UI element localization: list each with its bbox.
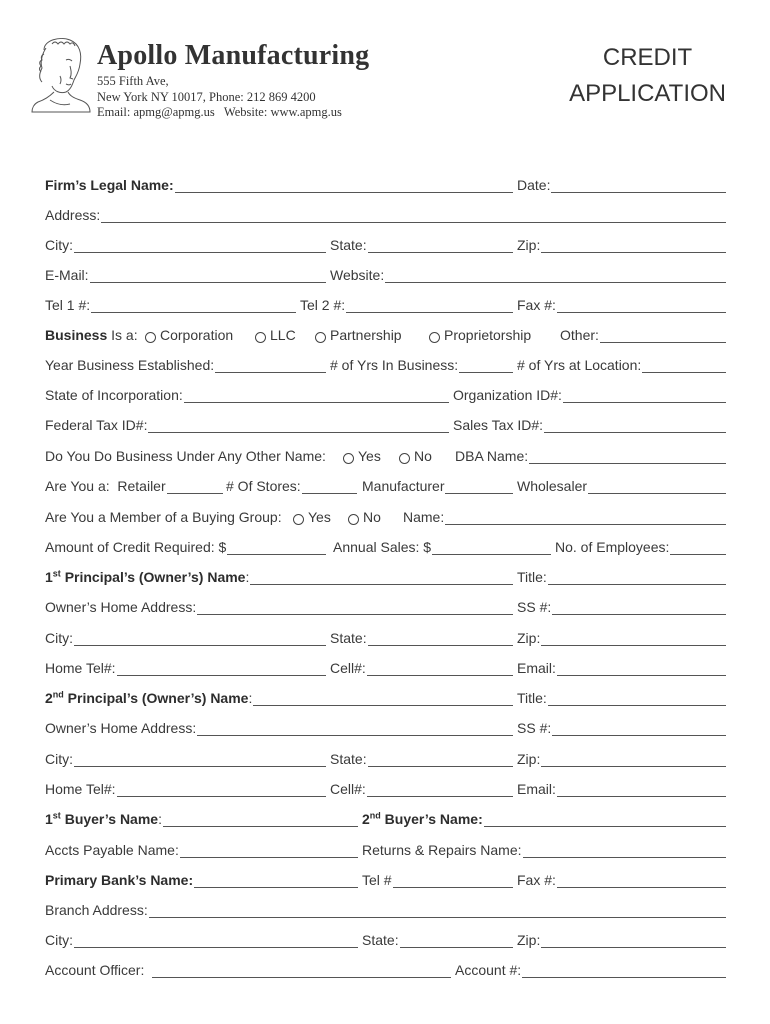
proprietorship-radio[interactable] bbox=[429, 323, 531, 343]
row-credit bbox=[45, 535, 726, 555]
retailer-label: Are You a: Retailer bbox=[45, 478, 166, 494]
credit-required-field[interactable] bbox=[45, 535, 326, 555]
row-principal2-city bbox=[45, 747, 726, 767]
address-label: Address: bbox=[45, 207, 101, 223]
zip-field[interactable] bbox=[517, 233, 726, 253]
company-address-line1: 555 Fifth Ave, bbox=[97, 74, 169, 88]
bank-fax-field[interactable] bbox=[517, 868, 726, 888]
row-bank bbox=[45, 868, 726, 888]
row-business-kind bbox=[45, 474, 726, 494]
website-field[interactable] bbox=[330, 263, 726, 283]
buyer2-name-field[interactable] bbox=[362, 807, 726, 827]
city-label: City: bbox=[45, 630, 73, 646]
cell-label: Cell#: bbox=[330, 660, 366, 676]
federal-tax-field[interactable] bbox=[45, 413, 449, 433]
row-principal1-city bbox=[45, 626, 726, 646]
zip-label: Zip: bbox=[517, 751, 541, 767]
principal1-ss-field[interactable] bbox=[517, 595, 726, 615]
sales-tax-field[interactable] bbox=[453, 413, 726, 433]
city-label: City: bbox=[45, 237, 73, 253]
fax-label: Fax #: bbox=[517, 872, 556, 888]
apollo-bust-logo bbox=[30, 36, 92, 120]
principal2-name-field[interactable] bbox=[45, 686, 513, 706]
row-phones bbox=[45, 293, 726, 313]
principal2-title-field[interactable] bbox=[517, 686, 726, 706]
employees-label: No. of Employees: bbox=[555, 539, 670, 555]
company-address-line2: New York NY 10017, Phone: 212 869 4200 bbox=[97, 90, 316, 104]
row-email-website bbox=[45, 263, 726, 283]
row-firm-name bbox=[45, 173, 726, 193]
email-label: Email: bbox=[517, 660, 556, 676]
form-title-line1: CREDIT bbox=[602, 44, 693, 71]
group-name-label: Name: bbox=[403, 509, 445, 525]
zip-label: Zip: bbox=[517, 237, 541, 253]
year-established-field[interactable] bbox=[45, 353, 326, 373]
state-label: State: bbox=[330, 237, 367, 253]
num-stores-label: # Of Stores: bbox=[226, 478, 301, 494]
yrs-in-business-field[interactable] bbox=[330, 353, 513, 373]
company-name: Apollo Manufacturing bbox=[97, 40, 370, 71]
row-account bbox=[45, 958, 726, 978]
tel1-field[interactable] bbox=[45, 293, 296, 313]
business-type-label bbox=[45, 323, 138, 343]
other-name-no-radio[interactable] bbox=[399, 444, 432, 464]
account-officer-field[interactable] bbox=[45, 958, 451, 978]
org-id-field[interactable] bbox=[453, 383, 726, 403]
radio-circle-icon bbox=[343, 453, 354, 464]
tel2-field[interactable] bbox=[300, 293, 513, 313]
is-a-label: Is a: bbox=[107, 327, 138, 343]
buyer2-name-label: 2nd Buyer’s Name: bbox=[362, 810, 483, 827]
row-principal2-address bbox=[45, 716, 726, 736]
primary-bank-field[interactable] bbox=[45, 868, 358, 888]
principal1-zip-field[interactable] bbox=[517, 626, 726, 646]
sales-tax-label: Sales Tax ID#: bbox=[453, 417, 544, 433]
llc-radio[interactable] bbox=[255, 323, 296, 343]
corporation-radio[interactable] bbox=[145, 323, 233, 343]
yes-label: Yes bbox=[358, 448, 381, 464]
radio-circle-icon bbox=[293, 514, 304, 525]
returns-repairs-label: Returns & Repairs Name: bbox=[362, 842, 522, 858]
zip-label: Zip: bbox=[517, 630, 541, 646]
row-principal1 bbox=[45, 565, 726, 585]
radio-circle-icon bbox=[315, 332, 326, 343]
yes-label: Yes bbox=[308, 509, 331, 525]
principal1-title-field[interactable] bbox=[517, 565, 726, 585]
wholesaler-field[interactable] bbox=[517, 474, 726, 494]
partnership-label: Partnership bbox=[330, 327, 402, 343]
other-name-question: Do You Do Business Under Any Other Name: bbox=[45, 448, 326, 464]
principal2-zip-field[interactable] bbox=[517, 747, 726, 767]
annual-sales-field[interactable] bbox=[333, 535, 551, 555]
tel2-label: Tel 2 #: bbox=[300, 297, 346, 313]
wholesaler-label: Wholesaler bbox=[517, 478, 588, 494]
yrs-at-location-field[interactable] bbox=[517, 353, 726, 373]
primary-bank-label: Primary Bank’s Name: bbox=[45, 872, 194, 888]
title-label: Title: bbox=[517, 569, 547, 585]
ss-label: SS #: bbox=[517, 720, 552, 736]
form-title bbox=[569, 40, 726, 112]
bank-tel-field[interactable] bbox=[362, 868, 513, 888]
accts-payable-field[interactable] bbox=[45, 838, 358, 858]
proprietorship-label: Proprietorship bbox=[444, 327, 532, 343]
llc-label: LLC bbox=[270, 327, 296, 343]
row-incorporation bbox=[45, 383, 726, 403]
row-principal2-phones bbox=[45, 777, 726, 797]
city-label: City: bbox=[45, 751, 73, 767]
title-label: Title: bbox=[517, 690, 547, 706]
principal2-ss-field[interactable] bbox=[517, 716, 726, 736]
bank-tel-label: Tel # bbox=[362, 872, 392, 888]
row-accounts bbox=[45, 838, 726, 858]
principal2-name-label: 2nd Principal’s (Owner’s) Name: bbox=[45, 689, 253, 706]
buying-group-question: Are You a Member of a Buying Group: bbox=[45, 509, 282, 525]
buying-group-yes-radio[interactable] bbox=[293, 505, 331, 525]
bank-city-field[interactable] bbox=[45, 928, 358, 948]
row-bank-city bbox=[45, 928, 726, 948]
website-label: Website: bbox=[330, 267, 385, 283]
radio-circle-icon bbox=[255, 332, 266, 343]
dba-label: DBA Name: bbox=[455, 448, 529, 464]
principal1-name-field[interactable] bbox=[45, 565, 513, 585]
address-field[interactable] bbox=[45, 203, 726, 223]
manufacturer-field[interactable] bbox=[362, 474, 513, 494]
principal2-home-tel-field[interactable] bbox=[45, 777, 326, 797]
radio-circle-icon bbox=[145, 332, 156, 343]
credit-required-label: Amount of Credit Required: $ bbox=[45, 539, 227, 555]
principal1-city-field[interactable] bbox=[45, 626, 326, 646]
row-branch-address bbox=[45, 898, 726, 918]
principal1-state-field[interactable] bbox=[330, 626, 513, 646]
row-address bbox=[45, 203, 726, 223]
email-field[interactable] bbox=[45, 263, 326, 283]
fax-label: Fax #: bbox=[517, 297, 556, 313]
buyer1-name-field[interactable] bbox=[45, 807, 358, 827]
business-label-bold: Business bbox=[45, 327, 108, 343]
partnership-radio[interactable] bbox=[315, 323, 402, 343]
row-city-state-zip bbox=[45, 233, 726, 253]
other-field[interactable] bbox=[560, 323, 726, 343]
owner-home-address-label: Owner’s Home Address: bbox=[45, 720, 197, 736]
year-established-label: Year Business Established: bbox=[45, 357, 215, 373]
radio-circle-icon bbox=[429, 332, 440, 343]
firm-name-field[interactable] bbox=[45, 173, 513, 193]
city-field[interactable] bbox=[45, 233, 326, 253]
dba-field[interactable] bbox=[455, 444, 726, 464]
home-tel-label: Home Tel#: bbox=[45, 660, 116, 676]
state-label: State: bbox=[330, 751, 367, 767]
no-label: No bbox=[414, 448, 432, 464]
email-label: E-Mail: bbox=[45, 267, 89, 283]
state-field[interactable] bbox=[330, 233, 513, 253]
yrs-at-location-label: # of Yrs at Location: bbox=[517, 357, 642, 373]
no-label: No bbox=[363, 509, 381, 525]
account-number-label: Account #: bbox=[455, 962, 522, 978]
state-label: State: bbox=[362, 932, 399, 948]
radio-circle-icon bbox=[399, 453, 410, 464]
tel1-label: Tel 1 #: bbox=[45, 297, 91, 313]
account-number-field[interactable] bbox=[455, 958, 726, 978]
account-officer-label: Account Officer: bbox=[45, 962, 149, 978]
zip-label: Zip: bbox=[517, 932, 541, 948]
group-name-field[interactable] bbox=[403, 505, 726, 525]
principal2-city-field[interactable] bbox=[45, 747, 326, 767]
row-years bbox=[45, 353, 726, 373]
buyer1-name-label: 1st Buyer’s Name: bbox=[45, 810, 162, 827]
row-other-name bbox=[45, 444, 726, 464]
row-principal1-address bbox=[45, 595, 726, 615]
manufacturer-label: Manufacturer bbox=[362, 478, 445, 494]
principal2-cell-field[interactable] bbox=[330, 777, 513, 797]
state-incorporation-field[interactable] bbox=[45, 383, 449, 403]
state-incorporation-label: State of Incorporation: bbox=[45, 387, 183, 403]
returns-repairs-field[interactable] bbox=[362, 838, 726, 858]
form-title-line2: APPLICATION bbox=[569, 80, 726, 107]
date-field[interactable] bbox=[517, 173, 726, 193]
date-label: Date: bbox=[517, 177, 551, 193]
company-contact-line: Email: apmg@apmg.us Website: www.apmg.us bbox=[97, 105, 342, 119]
branch-address-label: Branch Address: bbox=[45, 902, 148, 918]
owner-home-address-label: Owner’s Home Address: bbox=[45, 599, 197, 615]
org-id-label: Organization ID#: bbox=[453, 387, 562, 403]
principal1-home-tel-field[interactable] bbox=[45, 656, 326, 676]
principal1-home-address-field[interactable] bbox=[45, 595, 513, 615]
yrs-in-business-label: # of Yrs In Business: bbox=[330, 357, 459, 373]
principal1-cell-field[interactable] bbox=[330, 656, 513, 676]
radio-circle-icon bbox=[348, 514, 359, 525]
principal2-state-field[interactable] bbox=[330, 747, 513, 767]
principal2-email-field[interactable] bbox=[517, 777, 726, 797]
fax-field[interactable] bbox=[517, 293, 726, 313]
num-stores-field[interactable] bbox=[226, 474, 357, 494]
cell-label: Cell#: bbox=[330, 781, 366, 797]
other-name-yes-radio[interactable] bbox=[343, 444, 381, 464]
principal2-home-address-field[interactable] bbox=[45, 716, 513, 736]
annual-sales-label: Annual Sales: $ bbox=[333, 539, 432, 555]
retailer-field[interactable] bbox=[45, 474, 223, 494]
home-tel-label: Home Tel#: bbox=[45, 781, 116, 797]
row-principal2 bbox=[45, 686, 726, 706]
row-business-type bbox=[45, 323, 726, 343]
other-label: Other: bbox=[560, 327, 599, 343]
federal-tax-label: Federal Tax ID#: bbox=[45, 417, 148, 433]
row-buyers bbox=[45, 807, 726, 827]
branch-address-field[interactable] bbox=[45, 898, 726, 918]
state-label: State: bbox=[330, 630, 367, 646]
principal1-name-label: 1st Principal’s (Owner’s) Name: bbox=[45, 568, 250, 585]
email-label: Email: bbox=[517, 781, 556, 797]
buying-group-no-radio[interactable] bbox=[348, 505, 381, 525]
bank-zip-field[interactable] bbox=[517, 928, 726, 948]
row-tax-ids bbox=[45, 413, 726, 433]
principal1-email-field[interactable] bbox=[517, 656, 726, 676]
employees-field[interactable] bbox=[555, 535, 726, 555]
bank-state-field[interactable] bbox=[362, 928, 513, 948]
firm-name-label: Firm’s Legal Name: bbox=[45, 177, 174, 193]
city-label: City: bbox=[45, 932, 73, 948]
accts-payable-label: Accts Payable Name: bbox=[45, 842, 179, 858]
corporation-label: Corporation bbox=[160, 327, 234, 343]
row-buying-group bbox=[45, 505, 726, 525]
row-principal1-phones bbox=[45, 656, 726, 676]
ss-label: SS #: bbox=[517, 599, 552, 615]
